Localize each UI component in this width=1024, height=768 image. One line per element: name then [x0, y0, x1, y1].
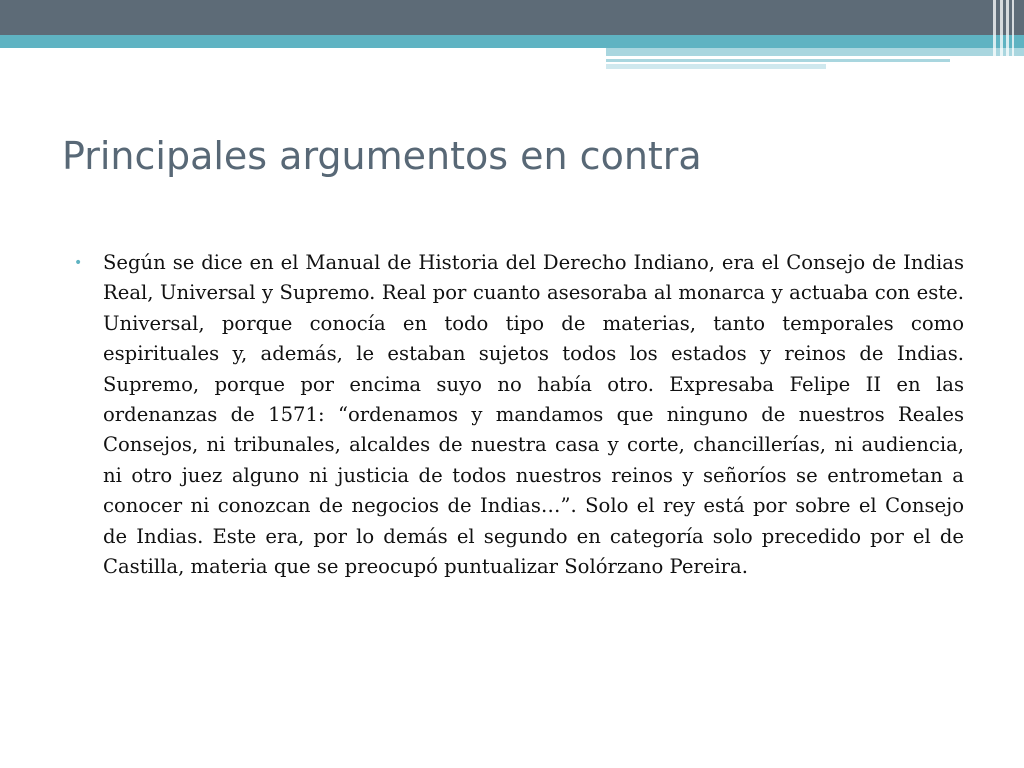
bullet-item: [74, 248, 964, 582]
header-faint-line: [606, 64, 826, 69]
header-light-band: [606, 48, 1024, 56]
decorative-stripe: [1006, 0, 1009, 70]
decorative-stripe: [1012, 0, 1014, 70]
decorative-stripe: [1000, 0, 1003, 70]
decorative-stripe: [993, 0, 996, 70]
header-dark-band: [0, 0, 1024, 35]
header-thin-line: [606, 59, 950, 62]
bullet-text: Según se dice en el Manual de Historia del Derecho Indiano, era el Consejo de Indias Real, Universal y Supremo. Real por cuanto asesoraba al monarca y actuaba con este. Universal, porque conocía en todo tipo de materias, tanto temporales como espirituales y, además, le estaban sujetos todos los estados y reinos de Indias. Supremo, porque por encima suyo no había otro. Expresaba Felipe II en las ordenanzas de 1571: “ordenamos y mandamos que ninguno de nuestros Reales Consejos, ni tribunales, alcaldes de nuestra casa y corte, chancillerías, ni audiencia, ni otro juez alguno ni justicia de todos nuestros reinos y señoríos se entrometan a conocer ni conozcan de negocios de Indias…”. Solo el rey está por sobre el Consejo de Indias. Este era, por lo demás el segundo en categoría solo precedido por el de Castilla, materia que se preocupó puntualizar Solórzano Pereira.: [103, 251, 964, 579]
slide-body: [74, 248, 964, 582]
bullet-icon: •: [74, 255, 83, 271]
header-teal-band: [0, 35, 1024, 48]
slide-title: Principales argumentos en contra: [62, 134, 702, 178]
